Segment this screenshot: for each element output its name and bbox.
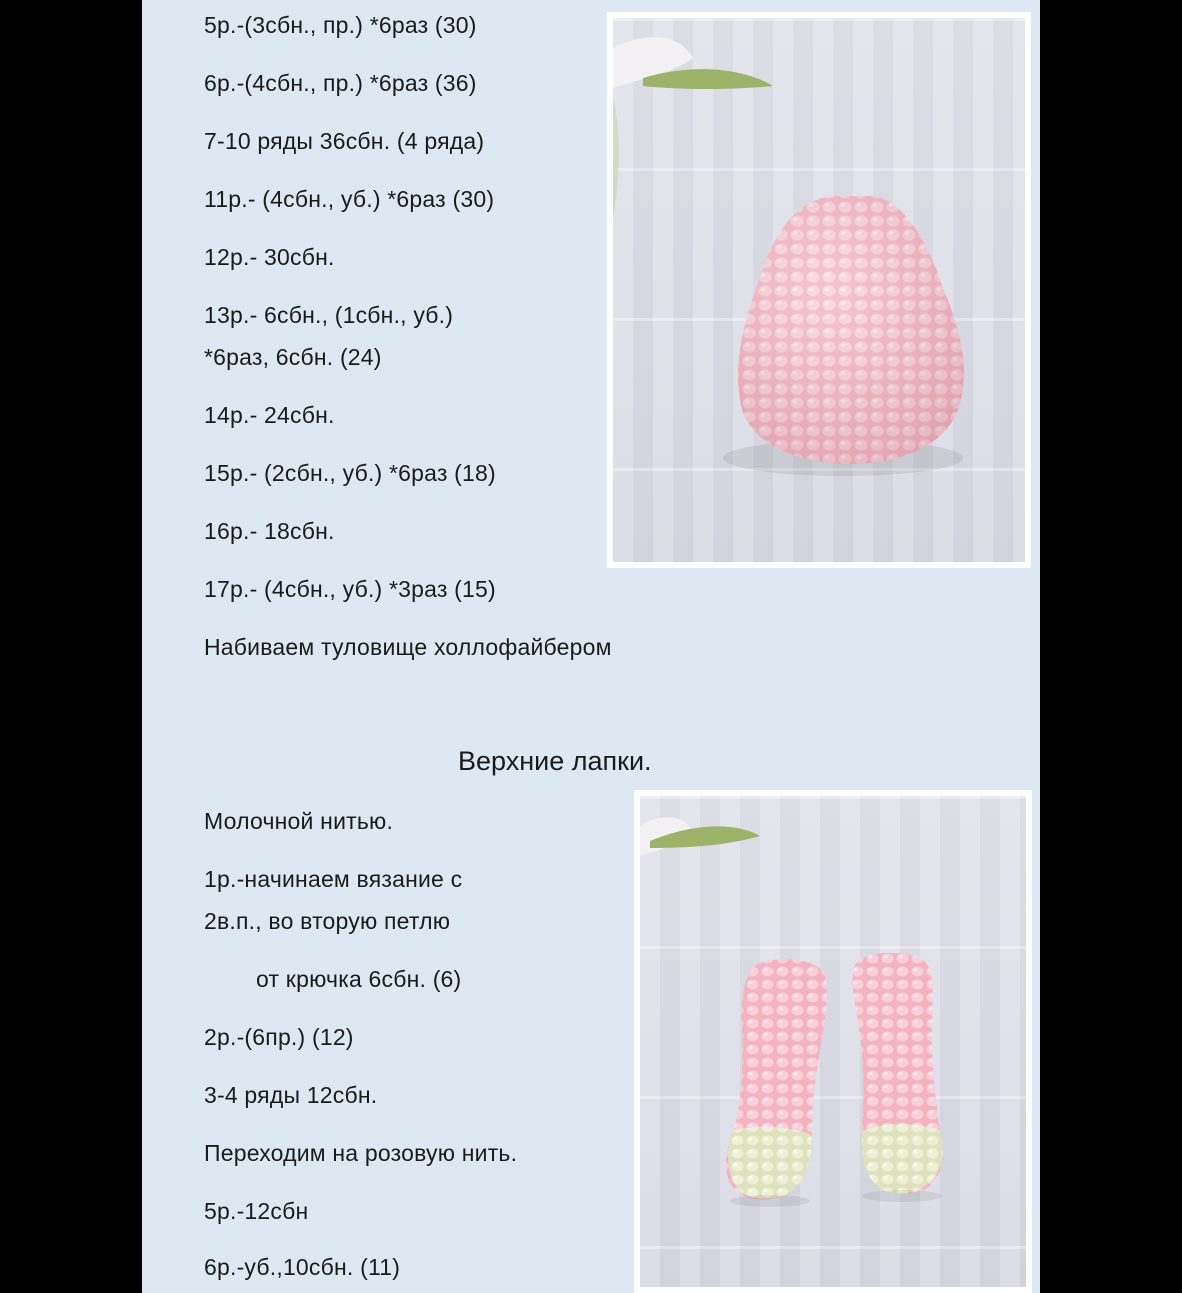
crocheted-paws-illustration — [640, 796, 1026, 1293]
row-14-text: 14р.- 24сбн. — [204, 402, 335, 428]
paw-rows-3-4-text: 3-4 ряды 12сбн. — [204, 1082, 378, 1108]
row-16-text: 16р.- 18сбн. — [204, 518, 335, 544]
paw-row-6-text: 6р.-уб.,10сбн. (11) — [204, 1254, 401, 1280]
crocheted-body-illustration — [613, 18, 1025, 562]
row-13-continued-text: *6раз, 6сбн. (24) — [204, 344, 382, 370]
row-13-text: 13р.- 6сбн., (1сбн., уб.) — [204, 302, 454, 328]
paw-row-1-end-text: от крючка 6сбн. (6) — [256, 966, 462, 992]
row-15-text: 15р.- (2сбн., уб.) *6раз (18) — [204, 460, 496, 486]
switch-to-pink-text: Переходим на розовую нить. — [204, 1140, 518, 1166]
body-photo — [607, 12, 1031, 568]
paws-section-title: Верхние лапки. — [458, 746, 652, 776]
milk-yarn-note-text: Молочной нитью. — [204, 808, 394, 834]
paw-row-1-text: 1р.-начинаем вязание с — [204, 866, 463, 892]
row-6-text: 6р.-(4сбн., пр.) *6раз (36) — [204, 70, 477, 96]
paw-row-5-text: 5р.-12сбн — [204, 1198, 309, 1224]
row-17-text: 17р.- (4сбн., уб.) *3раз (15) — [204, 576, 496, 602]
paw-row-2-text: 2р.-(6пр.) (12) — [204, 1024, 354, 1050]
stuffing-note-text: Набиваем туловище холлофайбером — [204, 634, 612, 660]
rows-7-10-text: 7-10 ряды 36сбн. (4 ряда) — [204, 128, 485, 154]
row-11-text: 11р.- (4сбн., уб.) *6раз (30) — [204, 186, 495, 212]
row-12-text: 12р.- 30сбн. — [204, 244, 335, 270]
paws-photo — [634, 790, 1032, 1293]
paw-row-1-continued-text: 2в.п., во вторую петлю — [204, 908, 451, 934]
pattern-page — [142, 0, 1040, 1293]
row-5-text: 5р.-(3сбн., пр.) *6раз (30) — [204, 12, 477, 38]
